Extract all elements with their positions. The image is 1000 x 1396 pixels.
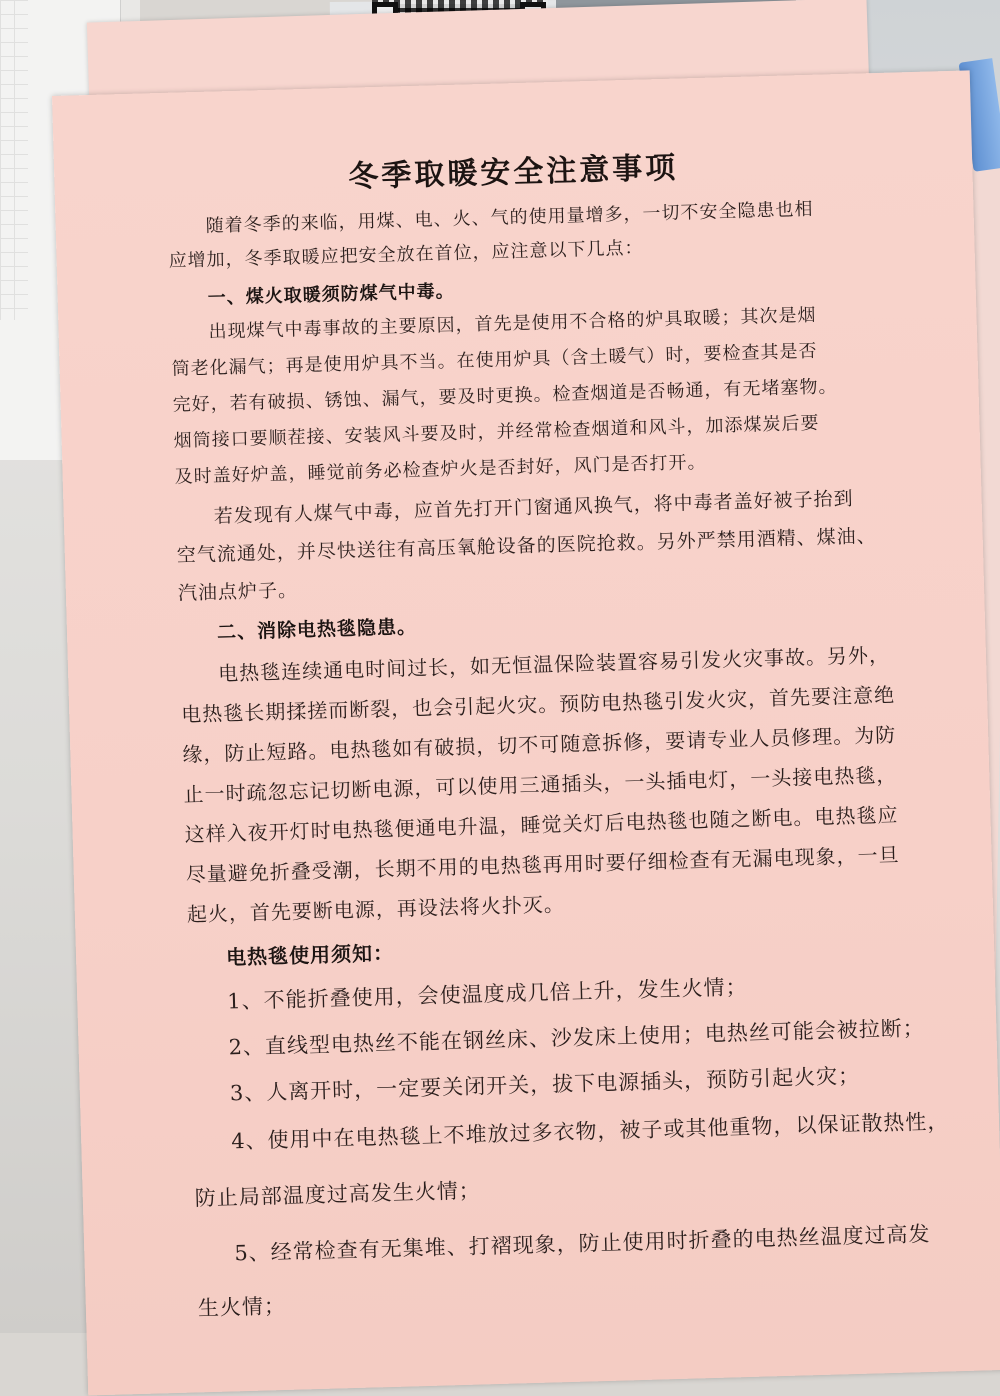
- text-line: 筒老化漏气；再是使用炉具不当。在使用炉具（含土暖气）时，要检查其是否: [171, 340, 818, 380]
- section-heading-1: 一、煤火取暖须防煤气中毒。: [207, 280, 455, 309]
- text-line: 这样入夜开灯时电热毯便通电升温，睡觉关灯后电热毯也随之断电。电热毯应: [184, 802, 899, 847]
- usage-notes-heading: 电热毯使用须知：: [225, 940, 395, 970]
- list-item: 2、直线型电热丝不能在钢丝床、沙发床上使用；电热丝可能会被拉断；: [228, 1016, 926, 1060]
- text-line: 空气流通处，并尽快送往有高压氧舱设备的医院抢救。另外严禁用酒精、煤油、: [176, 525, 877, 567]
- text-line: 缘，防止短路。电热毯如有破损，切不可随意拆修，要请专业人员修理。为防: [182, 722, 897, 767]
- text-line: 若发现有人煤气中毒，应首先打开门窗通风换气，将中毒者盖好被子抬到: [213, 487, 854, 528]
- text-line: 尽量避免折叠受潮，长期不用的电热毯再用时要仔细检查有无漏电现象，一旦: [185, 842, 900, 887]
- grid-paper: [0, 0, 28, 320]
- list-item: 5、经常检查有无集堆、打褶现象，防止使用时折叠的电热丝温度过高发: [234, 1221, 931, 1266]
- list-item-continuation: 生火情；: [197, 1293, 287, 1321]
- text-line: 随着冬季的来临，用煤、电、火、气的使用量增多，一切不安全隐患也相: [205, 198, 814, 237]
- text-line: 电热毯长期揉搓而断裂，也会引起火灾。预防电热毯引发火灾，首先要注意绝: [180, 682, 896, 727]
- list-item: 3、人离开时，一定要关闭开关，拔下电源插头，预防引起火灾；: [229, 1063, 861, 1106]
- document-sheet: [52, 70, 1000, 1395]
- text-line: 出现煤气中毒事故的主要原因，首先是使用不合格的炉具取暖；其次是烟: [208, 304, 817, 343]
- list-item: 4、使用中在电热毯上不堆放过多衣物，被子或其他重物，以保证散热性，: [230, 1109, 950, 1154]
- text-line: 电热毯连续通电时间过长，如无恒温保险装置容易引发火灾事故。另外，: [217, 642, 891, 686]
- list-item: 1、不能折叠使用，会使温度成几倍上升，发生火情；: [227, 974, 748, 1014]
- document-title: 冬季取暖安全注意事项: [347, 150, 679, 195]
- text-line: 及时盖好炉盖，睡觉前务必检查炉火是否封好，风门是否打开。: [174, 451, 707, 488]
- text-line: 烟筒接口要顺茬接、安装风斗要及时，并经常检查烟道和风斗，加添煤炭后要: [173, 412, 820, 452]
- text-line: 止一时疏忽忘记切断电源，可以使用三通插头，一头插电灯，一头接电热毯，: [183, 762, 898, 807]
- text-line: 起火，首先要断电源，再设法将火扑灭。: [186, 892, 566, 927]
- text-line: 应增加，冬季取暖应把安全放在首位，应注意以下几点：: [168, 237, 644, 272]
- text-line: 汽油点炉子。: [177, 579, 299, 605]
- list-item-continuation: 防止局部温度过高发生火情；: [194, 1178, 482, 1211]
- section-heading-2: 二、消除电热毯隐患。: [216, 616, 418, 644]
- text-line: 完好，若有破损、锈蚀、漏气，要及时更换。检查烟道是否畅通，有无堵塞物。: [172, 376, 838, 416]
